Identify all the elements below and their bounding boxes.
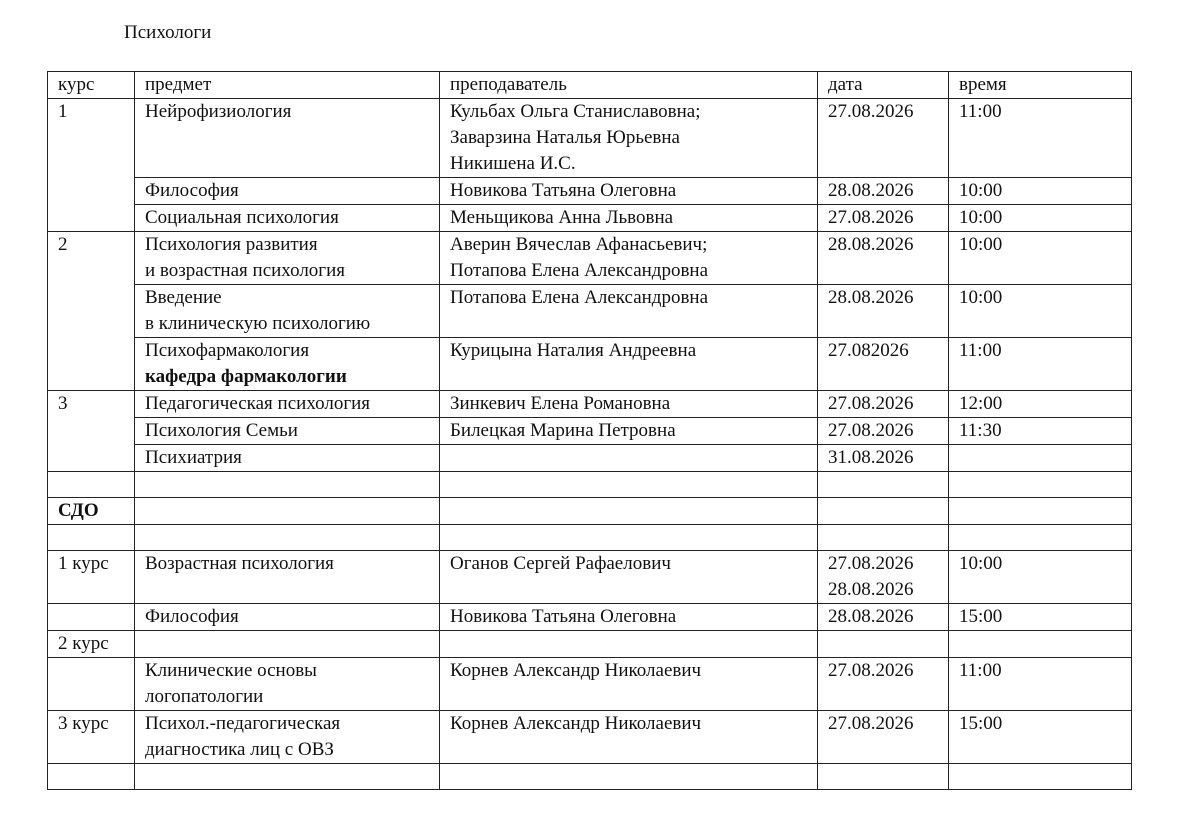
empty-cell <box>48 472 135 498</box>
teacher-cell: Новикова Татьяна Олеговна <box>440 178 818 205</box>
date-line: 28.08.2026 <box>828 579 914 600</box>
subject-cell: Нейрофизиология <box>135 99 440 178</box>
teacher-cell <box>440 232 818 285</box>
date-cell: 28.08.2026 <box>818 178 949 205</box>
empty-cell <box>48 764 135 790</box>
course-cell <box>48 604 135 631</box>
course-cell: 2 <box>48 232 135 391</box>
table-row <box>48 99 1132 178</box>
subject-cell: Педагогическая психология <box>135 391 440 418</box>
teacher-line: Заварзина Наталья Юрьевна <box>450 127 680 148</box>
teacher-cell <box>440 445 818 472</box>
subject-line: логопатологии <box>145 686 264 707</box>
course-cell: 3 курс <box>48 711 135 764</box>
header-subject: предмет <box>135 72 440 99</box>
subject-cell <box>135 232 440 285</box>
table-row <box>48 604 1132 631</box>
teacher-line: Никишена И.С. <box>450 153 576 174</box>
time-cell: 15:00 <box>949 604 1132 631</box>
table-row <box>48 445 1132 472</box>
page-title: Психологи <box>124 22 212 43</box>
subject-cell: Психология Семьи <box>135 418 440 445</box>
empty-cell <box>440 498 818 525</box>
subject-line: Психофармакология <box>145 340 310 361</box>
teacher-cell: Оганов Сергей Рафаелович <box>440 551 818 604</box>
time-cell: 12:00 <box>949 391 1132 418</box>
subject-cell: Психиатрия <box>135 445 440 472</box>
time-cell: 11:00 <box>949 658 1132 711</box>
empty-cell <box>949 764 1132 790</box>
time-cell: 11:00 <box>949 338 1132 391</box>
subject-cell: Философия <box>135 604 440 631</box>
subject-line: Клинические основы <box>145 660 317 681</box>
empty-cell <box>135 764 440 790</box>
empty-cell <box>440 525 818 551</box>
subject-line: диагностика лиц с ОВЗ <box>145 739 334 760</box>
empty-cell <box>818 472 949 498</box>
empty-row <box>48 472 1132 498</box>
course-cell: 2 курс <box>48 631 135 658</box>
teacher-cell: Билецкая Марина Петровна <box>440 418 818 445</box>
date-cell: 28.08.2026 <box>818 285 949 338</box>
time-cell: 11:30 <box>949 418 1132 445</box>
empty-cell <box>135 498 440 525</box>
header-teacher: преподаватель <box>440 72 818 99</box>
subject-cell: Возрастная психология <box>135 551 440 604</box>
teacher-cell: Курицына Наталия Андреевна <box>440 338 818 391</box>
subject-cell <box>135 285 440 338</box>
subject-cell <box>135 338 440 391</box>
date-cell: 27.08.2026 <box>818 391 949 418</box>
subject-line: в клиническую психологию <box>145 313 371 334</box>
table-row <box>48 232 1132 285</box>
time-cell: 10:00 <box>949 285 1132 338</box>
table-header-row <box>48 72 1132 99</box>
course-cell: 1 <box>48 99 135 232</box>
empty-cell <box>949 472 1132 498</box>
empty-row <box>48 525 1132 551</box>
table-row <box>48 711 1132 764</box>
table-row <box>48 205 1132 232</box>
time-cell: 10:00 <box>949 178 1132 205</box>
empty-cell <box>949 525 1132 551</box>
date-cell: 27.08.2026 <box>818 418 949 445</box>
date-cell: 27.08.2026 <box>818 711 949 764</box>
empty-cell <box>440 764 818 790</box>
date-cell: 27.08.2026 <box>818 205 949 232</box>
empty-cell <box>949 498 1132 525</box>
time-cell <box>949 445 1132 472</box>
table-row <box>48 285 1132 338</box>
header-course: курс <box>48 72 135 99</box>
empty-cell <box>440 472 818 498</box>
teacher-line: Аверин Вячеслав Афанасьевич; <box>450 234 708 255</box>
time-cell: 15:00 <box>949 711 1132 764</box>
subject-cell <box>135 631 440 658</box>
date-cell: 28.08.2026 <box>818 604 949 631</box>
date-line: 27.08.2026 <box>828 553 914 574</box>
table-row <box>48 551 1132 604</box>
subject-line: Психол.-педагогическая <box>145 713 341 734</box>
schedule-table <box>47 71 1132 790</box>
course-cell <box>48 658 135 711</box>
section-row-sdo <box>48 498 1132 525</box>
teacher-cell: Корнев Александр Николаевич <box>440 658 818 711</box>
time-cell: 11:00 <box>949 99 1132 178</box>
table-row <box>48 338 1132 391</box>
date-cell <box>818 631 949 658</box>
empty-cell <box>818 498 949 525</box>
section-label: СДО <box>48 498 135 525</box>
subject-cell: Философия <box>135 178 440 205</box>
empty-cell <box>818 764 949 790</box>
time-cell: 10:00 <box>949 205 1132 232</box>
subject-line: Психология развития <box>145 234 318 255</box>
date-cell: 27.08.2026 <box>818 658 949 711</box>
table-row <box>48 418 1132 445</box>
date-cell: 28.08.2026 <box>818 232 949 285</box>
empty-cell <box>818 525 949 551</box>
teacher-cell: Новикова Татьяна Олеговна <box>440 604 818 631</box>
course-cell: 3 <box>48 391 135 472</box>
time-cell: 10:00 <box>949 232 1132 285</box>
date-cell: 31.08.2026 <box>818 445 949 472</box>
subject-line: Введение <box>145 287 222 308</box>
empty-row <box>48 764 1132 790</box>
teacher-cell: Потапова Елена Александровна <box>440 285 818 338</box>
time-cell: 10:00 <box>949 551 1132 604</box>
subject-cell: Социальная психология <box>135 205 440 232</box>
table-row <box>48 658 1132 711</box>
empty-cell <box>135 525 440 551</box>
empty-cell <box>135 472 440 498</box>
subject-line: и возрастная психология <box>145 260 346 281</box>
table-row <box>48 631 1132 658</box>
teacher-cell: Зинкевич Елена Романовна <box>440 391 818 418</box>
table-row <box>48 178 1132 205</box>
teacher-cell: Меньщикова Анна Львовна <box>440 205 818 232</box>
subject-cell <box>135 658 440 711</box>
header-date: дата <box>818 72 949 99</box>
empty-cell <box>48 525 135 551</box>
time-cell <box>949 631 1132 658</box>
date-cell <box>818 551 949 604</box>
subject-cell <box>135 711 440 764</box>
teacher-cell: Корнев Александр Николаевич <box>440 711 818 764</box>
teacher-cell <box>440 631 818 658</box>
date-cell: 27.082026 <box>818 338 949 391</box>
department-note: кафедра фармакологии <box>145 366 347 387</box>
teacher-line: Потапова Елена Александровна <box>450 260 709 281</box>
header-time: время <box>949 72 1132 99</box>
date-cell: 27.08.2026 <box>818 99 949 178</box>
table-row <box>48 391 1132 418</box>
course-cell: 1 курс <box>48 551 135 604</box>
teacher-cell <box>440 99 818 178</box>
teacher-line: Кульбах Ольга Станиславовна; <box>450 101 701 122</box>
